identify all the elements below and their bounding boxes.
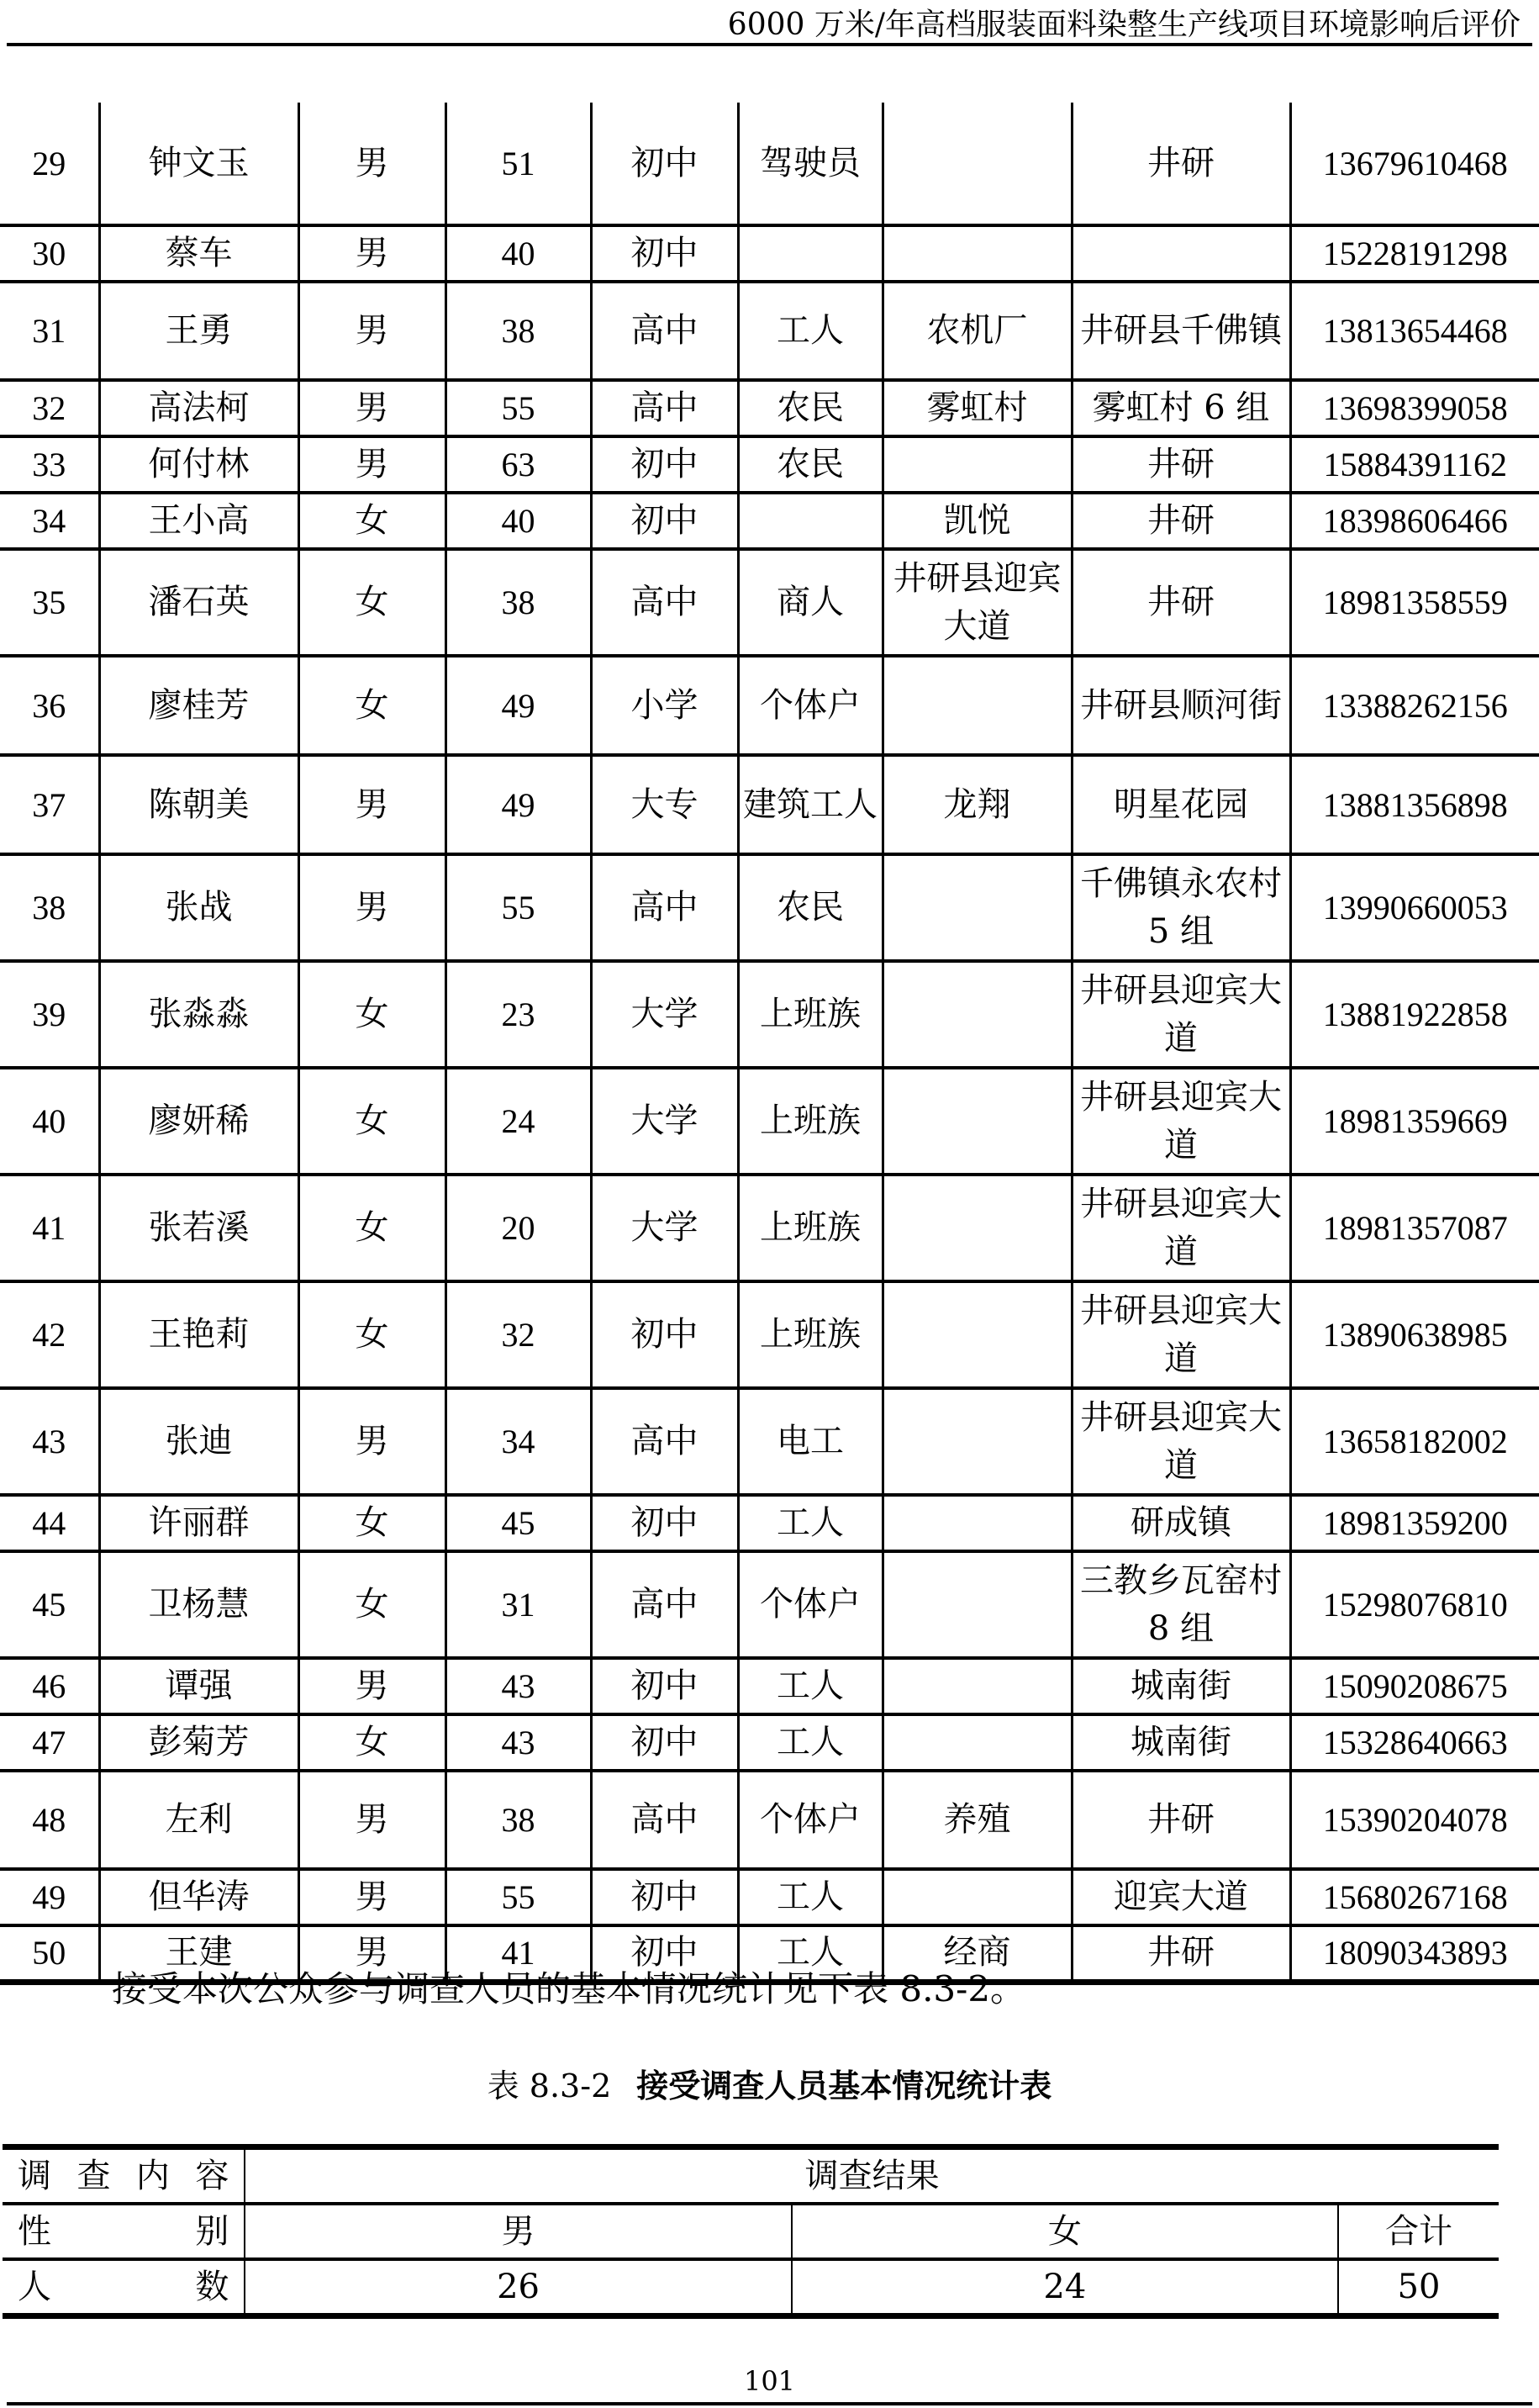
address-cell: 井研县顺河街: [1072, 656, 1290, 755]
table-row: [0, 1551, 1539, 1658]
total-count: 50: [1338, 2259, 1499, 2316]
education-cell: 高中: [591, 549, 738, 656]
page-number: 101: [743, 2365, 796, 2397]
education-cell: 大专: [591, 755, 738, 854]
gender-cell: 女: [298, 1714, 445, 1771]
gender-cell: 男: [298, 755, 445, 854]
workplace-cell: 井研县迎宾大道: [883, 549, 1072, 656]
gender-cell: 男: [298, 1388, 445, 1495]
respondent-name-cell: 张战: [99, 854, 298, 961]
education-cell: 大学: [591, 961, 738, 1068]
occupation-cell: 工人: [738, 1925, 883, 1982]
stats-table-caption: [0, 2064, 1539, 2108]
female-header: 女: [792, 2204, 1338, 2259]
occupation-cell: 农民: [738, 436, 883, 493]
table-row: [0, 1281, 1539, 1388]
address-cell: 井研: [1072, 103, 1290, 225]
row-number-cell: 36: [0, 656, 99, 755]
occupation-cell: 个体户: [738, 1551, 883, 1658]
table-row: [0, 103, 1539, 225]
result-label: 调查结果: [245, 2147, 1499, 2205]
address-cell: [1072, 225, 1290, 282]
total-header: 合计: [1338, 2204, 1499, 2259]
workplace-cell: 龙翔: [883, 755, 1072, 854]
gender-cell: 女: [298, 1175, 445, 1281]
count-label: 人数: [18, 2268, 229, 2306]
phone-number-cell: 18981359669: [1290, 1068, 1539, 1175]
row-number-cell: 37: [0, 755, 99, 854]
age-cell: 49: [445, 656, 591, 755]
address-cell: 井研: [1072, 436, 1290, 493]
gender-cell: 女: [298, 493, 445, 549]
table-row: [0, 549, 1539, 656]
address-cell: 明星花园: [1072, 755, 1290, 854]
document-header-title: 6000 万米/年高档服装面料染整生产线项目环境影响后评价: [727, 8, 1521, 42]
phone-number-cell: 15390204078: [1290, 1771, 1539, 1869]
table-row: [0, 1714, 1539, 1771]
row-number-cell: 50: [0, 1925, 99, 1982]
workplace-cell: 雾虹村: [883, 380, 1072, 436]
phone-number-cell: 18398606466: [1290, 493, 1539, 549]
age-cell: 40: [445, 225, 591, 282]
workplace-cell: 农机厂: [883, 282, 1072, 380]
age-cell: 38: [445, 282, 591, 380]
address-cell: 井研: [1072, 1771, 1290, 1869]
occupation-cell: 工人: [738, 1658, 883, 1714]
respondent-name-cell: 左利: [99, 1771, 298, 1869]
occupation-cell: 农民: [738, 380, 883, 436]
gender-cell: 女: [298, 1551, 445, 1658]
respondent-name-cell: 王勇: [99, 282, 298, 380]
row-number-cell: 29: [0, 103, 99, 225]
gender-cell: 女: [298, 1068, 445, 1175]
age-cell: 20: [445, 1175, 591, 1281]
row-number-cell: 44: [0, 1495, 99, 1551]
occupation-cell: 上班族: [738, 961, 883, 1068]
phone-number-cell: 15228191298: [1290, 225, 1539, 282]
gender-cell: 男: [298, 1925, 445, 1982]
row-number-cell: 47: [0, 1714, 99, 1771]
respondent-name-cell: 张迪: [99, 1388, 298, 1495]
occupation-cell: 工人: [738, 1869, 883, 1925]
female-count: 24: [792, 2259, 1338, 2316]
gender-row: [3, 2204, 1499, 2259]
occupation-cell: 农民: [738, 854, 883, 961]
respondent-name-cell: 彭菊芳: [99, 1714, 298, 1771]
phone-number-cell: 13813654468: [1290, 282, 1539, 380]
age-cell: 43: [445, 1658, 591, 1714]
address-cell: 井研县迎宾大道: [1072, 1175, 1290, 1281]
workplace-cell: [883, 1714, 1072, 1771]
address-cell: 三教乡瓦窑村 8 组: [1072, 1551, 1290, 1658]
workplace-cell: [883, 1281, 1072, 1388]
age-cell: 55: [445, 1869, 591, 1925]
stats-header-row: [3, 2147, 1499, 2205]
table-row: [0, 436, 1539, 493]
table-row: [0, 1495, 1539, 1551]
address-cell: 井研县迎宾大道: [1072, 961, 1290, 1068]
education-cell: 高中: [591, 282, 738, 380]
gender-cell: 女: [298, 961, 445, 1068]
table-row: [0, 380, 1539, 436]
age-cell: 40: [445, 493, 591, 549]
address-cell: 井研县迎宾大道: [1072, 1068, 1290, 1175]
gender-cell: 男: [298, 1658, 445, 1714]
education-cell: 初中: [591, 103, 738, 225]
workplace-cell: [883, 656, 1072, 755]
education-cell: 大学: [591, 1068, 738, 1175]
table-row: [0, 755, 1539, 854]
phone-number-cell: 13890638985: [1290, 1281, 1539, 1388]
respondent-name-cell: 廖妍稀: [99, 1068, 298, 1175]
occupation-cell: 个体户: [738, 1771, 883, 1869]
table-row: [0, 961, 1539, 1068]
workplace-cell: [883, 854, 1072, 961]
table-row: [0, 1388, 1539, 1495]
gender-cell: 女: [298, 1495, 445, 1551]
education-cell: 初中: [591, 1658, 738, 1714]
workplace-cell: [883, 1388, 1072, 1495]
phone-number-cell: 13881922858: [1290, 961, 1539, 1068]
respondent-name-cell: 张若溪: [99, 1175, 298, 1281]
age-cell: 38: [445, 549, 591, 656]
age-cell: 55: [445, 854, 591, 961]
age-cell: 43: [445, 1714, 591, 1771]
age-cell: 63: [445, 436, 591, 493]
phone-number-cell: 13881356898: [1290, 755, 1539, 854]
row-number-cell: 40: [0, 1068, 99, 1175]
education-cell: 高中: [591, 854, 738, 961]
row-number-cell: 49: [0, 1869, 99, 1925]
table-row: [0, 225, 1539, 282]
row-number-cell: 41: [0, 1175, 99, 1281]
education-cell: 初中: [591, 1281, 738, 1388]
respondent-name-cell: 潘石英: [99, 549, 298, 656]
gender-cell: 男: [298, 103, 445, 225]
workplace-cell: 凯悦: [883, 493, 1072, 549]
respondent-name-cell: 高法柯: [99, 380, 298, 436]
phone-number-cell: 13679610468: [1290, 103, 1539, 225]
age-cell: 38: [445, 1771, 591, 1869]
workplace-cell: [883, 103, 1072, 225]
occupation-cell: 上班族: [738, 1068, 883, 1175]
gender-cell: 女: [298, 656, 445, 755]
gender-cell: 男: [298, 380, 445, 436]
age-cell: 45: [445, 1495, 591, 1551]
table-row: [0, 1175, 1539, 1281]
workplace-cell: 经商: [883, 1925, 1072, 1982]
occupation-cell: 商人: [738, 549, 883, 656]
workplace-cell: [883, 1175, 1072, 1281]
table-row: [0, 1771, 1539, 1869]
phone-number-cell: 13388262156: [1290, 656, 1539, 755]
table-row: [0, 1658, 1539, 1714]
workplace-cell: [883, 1551, 1072, 1658]
education-cell: 高中: [591, 1388, 738, 1495]
age-cell: 23: [445, 961, 591, 1068]
workplace-cell: [883, 1869, 1072, 1925]
gender-cell: 女: [298, 549, 445, 656]
table-row: [0, 854, 1539, 961]
gender-cell: 男: [298, 854, 445, 961]
education-cell: 初中: [591, 225, 738, 282]
row-number-cell: 38: [0, 854, 99, 961]
education-cell: 小学: [591, 656, 738, 755]
age-cell: 34: [445, 1388, 591, 1495]
occupation-cell: 建筑工人: [738, 755, 883, 854]
education-cell: 初中: [591, 1925, 738, 1982]
education-cell: 高中: [591, 380, 738, 436]
age-cell: 49: [445, 755, 591, 854]
workplace-cell: [883, 225, 1072, 282]
workplace-cell: [883, 1658, 1072, 1714]
education-cell: 高中: [591, 1551, 738, 1658]
content-label: 调查内容: [3, 2147, 245, 2205]
address-cell: 雾虹村 6 组: [1072, 380, 1290, 436]
row-number-cell: 31: [0, 282, 99, 380]
phone-number-cell: 15328640663: [1290, 1714, 1539, 1771]
address-cell: 千佛镇永农村 5 组: [1072, 854, 1290, 961]
respondent-name-cell: 卫杨慧: [99, 1551, 298, 1658]
respondent-name-cell: 王小高: [99, 493, 298, 549]
occupation-cell: [738, 225, 883, 282]
age-cell: 24: [445, 1068, 591, 1175]
row-number-cell: 33: [0, 436, 99, 493]
respondent-stats-table: [3, 2144, 1499, 2319]
summary-paragraph: 接受本次公众参与调查人员的基本情况统计见下表 8.3-2。: [112, 1968, 1026, 2009]
address-cell: 井研县迎宾大道: [1072, 1281, 1290, 1388]
address-cell: 井研: [1072, 1925, 1290, 1982]
age-cell: 32: [445, 1281, 591, 1388]
row-number-cell: 42: [0, 1281, 99, 1388]
age-cell: 55: [445, 380, 591, 436]
age-cell: 51: [445, 103, 591, 225]
occupation-cell: 电工: [738, 1388, 883, 1495]
phone-number-cell: 18981357087: [1290, 1175, 1539, 1281]
gender-cell: 男: [298, 1771, 445, 1869]
row-number-cell: 32: [0, 380, 99, 436]
phone-number-cell: 15090208675: [1290, 1658, 1539, 1714]
gender-cell: 男: [298, 436, 445, 493]
occupation-cell: [738, 493, 883, 549]
phone-number-cell: 13658182002: [1290, 1388, 1539, 1495]
education-cell: 初中: [591, 493, 738, 549]
respondent-name-cell: 廖桂芳: [99, 656, 298, 755]
row-number-cell: 43: [0, 1388, 99, 1495]
age-cell: 31: [445, 1551, 591, 1658]
gender-label: 性别: [3, 2204, 245, 2259]
phone-number-cell: 15298076810: [1290, 1551, 1539, 1658]
header-divider: [7, 43, 1532, 46]
phone-number-cell: 13698399058: [1290, 380, 1539, 436]
caption-title: 接受调查人员基本情况统计表: [636, 2067, 1052, 2104]
male-header: 男: [245, 2204, 791, 2259]
table-row: [0, 493, 1539, 549]
phone-number-cell: 15884391162: [1290, 436, 1539, 493]
respondent-name-cell: 陈朝美: [99, 755, 298, 854]
occupation-cell: 驾驶员: [738, 103, 883, 225]
row-number-cell: 35: [0, 549, 99, 656]
phone-number-cell: 13990660053: [1290, 854, 1539, 961]
respondent-name-cell: 王建: [99, 1925, 298, 1982]
row-number-cell: 30: [0, 225, 99, 282]
workplace-cell: [883, 436, 1072, 493]
row-number-cell: 39: [0, 961, 99, 1068]
table-row: [0, 282, 1539, 380]
occupation-cell: 个体户: [738, 656, 883, 755]
phone-number-cell: 15680267168: [1290, 1869, 1539, 1925]
address-cell: 城南街: [1072, 1714, 1290, 1771]
address-cell: 井研县迎宾大道: [1072, 1388, 1290, 1495]
respondent-name-cell: 蔡车: [99, 225, 298, 282]
gender-cell: 男: [298, 282, 445, 380]
gender-cell: 男: [298, 1869, 445, 1925]
row-number-cell: 34: [0, 493, 99, 549]
male-count: 26: [245, 2259, 791, 2316]
respondent-name-cell: 王艳莉: [99, 1281, 298, 1388]
workplace-cell: [883, 961, 1072, 1068]
footer-divider: [7, 2402, 1532, 2405]
occupation-cell: 工人: [738, 1495, 883, 1551]
respondent-name-cell: 但华涛: [99, 1869, 298, 1925]
address-cell: 迎宾大道: [1072, 1869, 1290, 1925]
table-row: [0, 1068, 1539, 1175]
row-number-cell: 46: [0, 1658, 99, 1714]
respondent-name-cell: 许丽群: [99, 1495, 298, 1551]
address-cell: 井研县千佛镇: [1072, 282, 1290, 380]
caption-id: 表 8.3-2: [487, 2067, 612, 2104]
occupation-cell: 上班族: [738, 1281, 883, 1388]
education-cell: 初中: [591, 1714, 738, 1771]
gender-cell: 男: [298, 225, 445, 282]
occupation-cell: 工人: [738, 1714, 883, 1771]
gender-cell: 女: [298, 1281, 445, 1388]
education-cell: 高中: [591, 1771, 738, 1869]
phone-number-cell: 18981359200: [1290, 1495, 1539, 1551]
occupation-cell: 上班族: [738, 1175, 883, 1281]
address-cell: 井研: [1072, 493, 1290, 549]
address-cell: 井研: [1072, 549, 1290, 656]
row-number-cell: 45: [0, 1551, 99, 1658]
respondent-name-cell: 谭强: [99, 1658, 298, 1714]
respondent-name-cell: 张淼淼: [99, 961, 298, 1068]
education-cell: 初中: [591, 1495, 738, 1551]
survey-respondents-table: [0, 103, 1539, 1985]
phone-number-cell: 18981358559: [1290, 549, 1539, 656]
table-row: [0, 656, 1539, 755]
occupation-cell: 工人: [738, 282, 883, 380]
workplace-cell: [883, 1068, 1072, 1175]
count-row: [3, 2259, 1499, 2316]
education-cell: 初中: [591, 436, 738, 493]
respondent-name-cell: 何付林: [99, 436, 298, 493]
address-cell: 城南街: [1072, 1658, 1290, 1714]
phone-number-cell: 18090343893: [1290, 1925, 1539, 1982]
workplace-cell: [883, 1495, 1072, 1551]
respondent-name-cell: 钟文玉: [99, 103, 298, 225]
education-cell: 大学: [591, 1175, 738, 1281]
table-row: [0, 1869, 1539, 1925]
workplace-cell: 养殖: [883, 1771, 1072, 1869]
address-cell: 研成镇: [1072, 1495, 1290, 1551]
age-cell: 41: [445, 1925, 591, 1982]
education-cell: 初中: [591, 1869, 738, 1925]
row-number-cell: 48: [0, 1771, 99, 1869]
